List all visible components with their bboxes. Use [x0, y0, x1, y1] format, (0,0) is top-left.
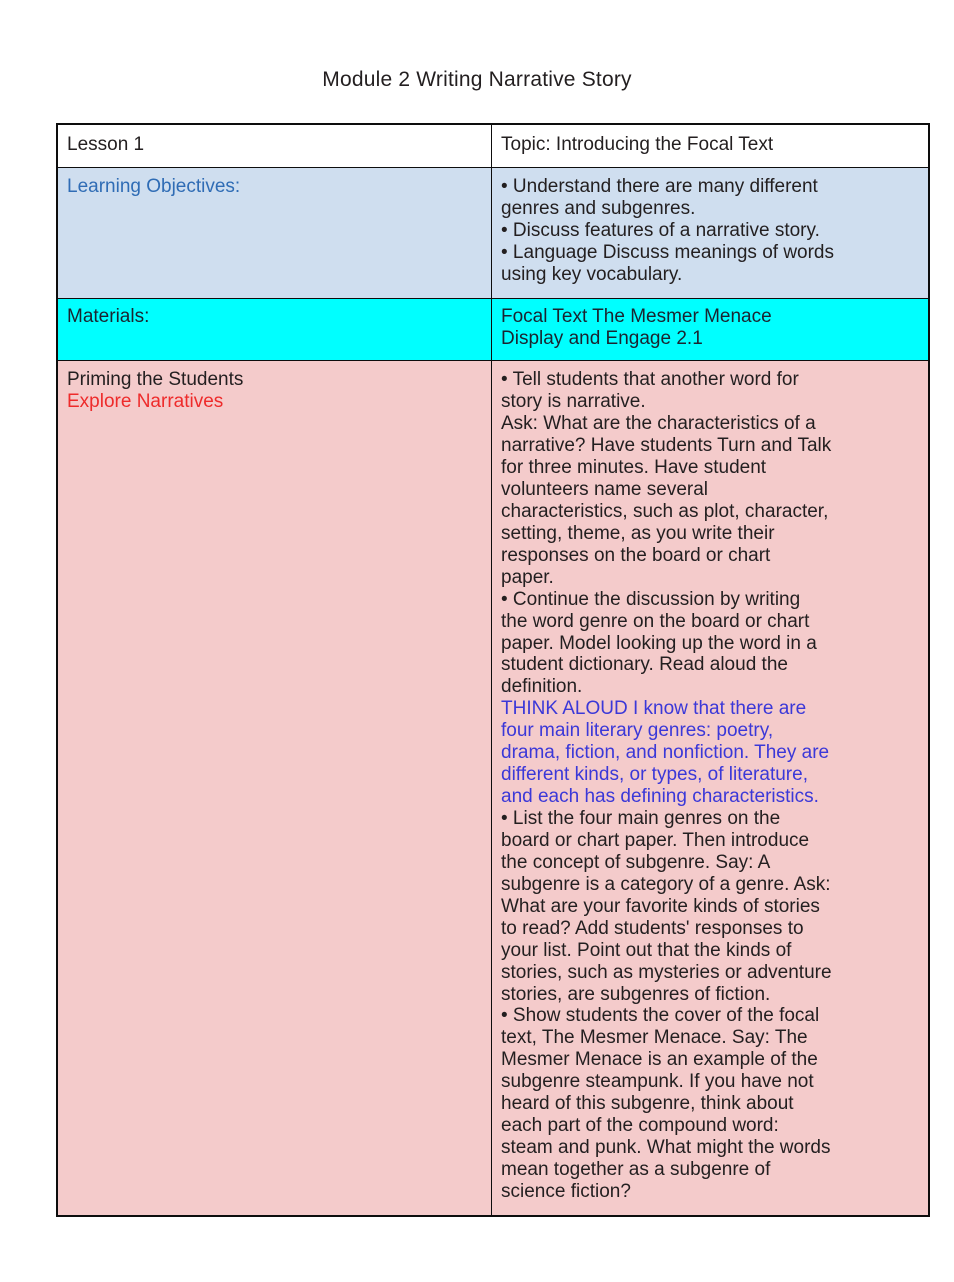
priming-line: heard of this subgenre, think about [501, 1093, 794, 1115]
table-row-learning-objectives [57, 168, 929, 299]
think-aloud-line: THINK ALOUD I know that there are [501, 698, 807, 720]
page-title: Module 2 Writing Narrative Story [322, 68, 632, 91]
priming-line: to read? Add students' responses to [501, 917, 804, 939]
priming-line: Ask: What are the characteristics of a [501, 413, 816, 435]
priming-line: text, The Mesmer Menace. Say: The [501, 1027, 808, 1049]
priming-line: the word genre on the board or chart [501, 610, 810, 632]
priming-line: definition. [501, 676, 583, 698]
material-line: Focal Text The Mesmer Menace [501, 306, 772, 328]
objective-line: genres and subgenres. [501, 198, 696, 220]
think-aloud-line: drama, fiction, and nonfiction. They are [501, 742, 830, 764]
objective-line: using key vocabulary. [501, 264, 683, 286]
materials-label: Materials: [67, 306, 150, 328]
priming-line: narrative? Have students Turn and Talk [501, 435, 832, 457]
think-aloud-line: and each has defining characteristics. [501, 786, 819, 808]
priming-line: responses on the board or chart [501, 544, 771, 566]
priming-line: story is narrative. [501, 391, 646, 413]
table-row-priming-the-students [57, 361, 929, 1216]
priming-label-secondary: Explore Narratives [67, 391, 224, 413]
priming-line: mean together as a subgenre of [501, 1159, 771, 1180]
objective-line: • Discuss features of a narrative story. [501, 220, 820, 242]
priming-line: subgenre steampunk. If you have not [501, 1071, 814, 1093]
learning-objectives-label: Learning Objectives: [67, 176, 241, 198]
priming-line: stories, are subgenres of fiction. [501, 983, 771, 1005]
priming-line: volunteers name several [501, 478, 708, 500]
cell-materials-content [492, 299, 930, 361]
priming-line: • Tell students that another word for [501, 369, 799, 391]
priming-line: science fiction? [501, 1180, 631, 1202]
cell-topic [492, 124, 930, 168]
priming-line: • List the four main genres on the [501, 808, 781, 829]
objective-line: • Language Discuss meanings of words [501, 242, 835, 264]
priming-line: Mesmer Menace is an example of the [501, 1049, 818, 1071]
cell-lesson-number [57, 124, 492, 168]
material-line: Display and Engage 2.1 [501, 328, 703, 350]
priming-line: the concept of subgenre. Say: A [501, 851, 771, 873]
lesson-plan-table [56, 123, 930, 1217]
lesson-number-label: Lesson 1 [67, 134, 145, 155]
priming-line: steam and punk. What might the words [501, 1137, 831, 1159]
priming-line: subgenre is a category of a genre. Ask: [501, 873, 831, 895]
topic-label: Topic: Introducing the Focal Text [501, 134, 774, 155]
priming-line: student dictionary. Read aloud the [501, 654, 788, 676]
priming-line: paper. [501, 566, 554, 588]
think-aloud-line: different kinds, or types, of literature, [501, 764, 808, 786]
cell-objectives-label [57, 168, 492, 299]
cell-objectives-content [492, 168, 930, 299]
priming-line: for three minutes. Have student [501, 457, 767, 478]
cell-priming-content [492, 361, 930, 1216]
priming-line: your list. Point out that the kinds of [501, 939, 792, 961]
priming-line: each part of the compound word: [501, 1115, 779, 1137]
objective-line: • Understand there are many different [501, 176, 818, 198]
priming-line: board or chart paper. Then introduce [501, 829, 810, 851]
priming-line: What are your favorite kinds of stories [501, 895, 820, 917]
think-aloud-line: four main literary genres: poetry, [501, 720, 774, 742]
priming-line: • Show students the cover of the focal [501, 1005, 820, 1027]
cell-materials-label [57, 299, 492, 361]
table-row-materials [57, 299, 929, 361]
priming-line: paper. Model looking up the word in a [501, 632, 817, 654]
table-row-header [57, 124, 929, 168]
cell-priming-label [57, 361, 492, 1216]
priming-label-primary: Priming the Students [67, 369, 244, 391]
priming-line: • Continue the discussion by writing [501, 588, 801, 610]
priming-line: characteristics, such as plot, character, [501, 500, 829, 522]
priming-line: stories, such as mysteries or adventure [501, 961, 832, 983]
priming-line: setting, theme, as you write their [501, 522, 775, 544]
